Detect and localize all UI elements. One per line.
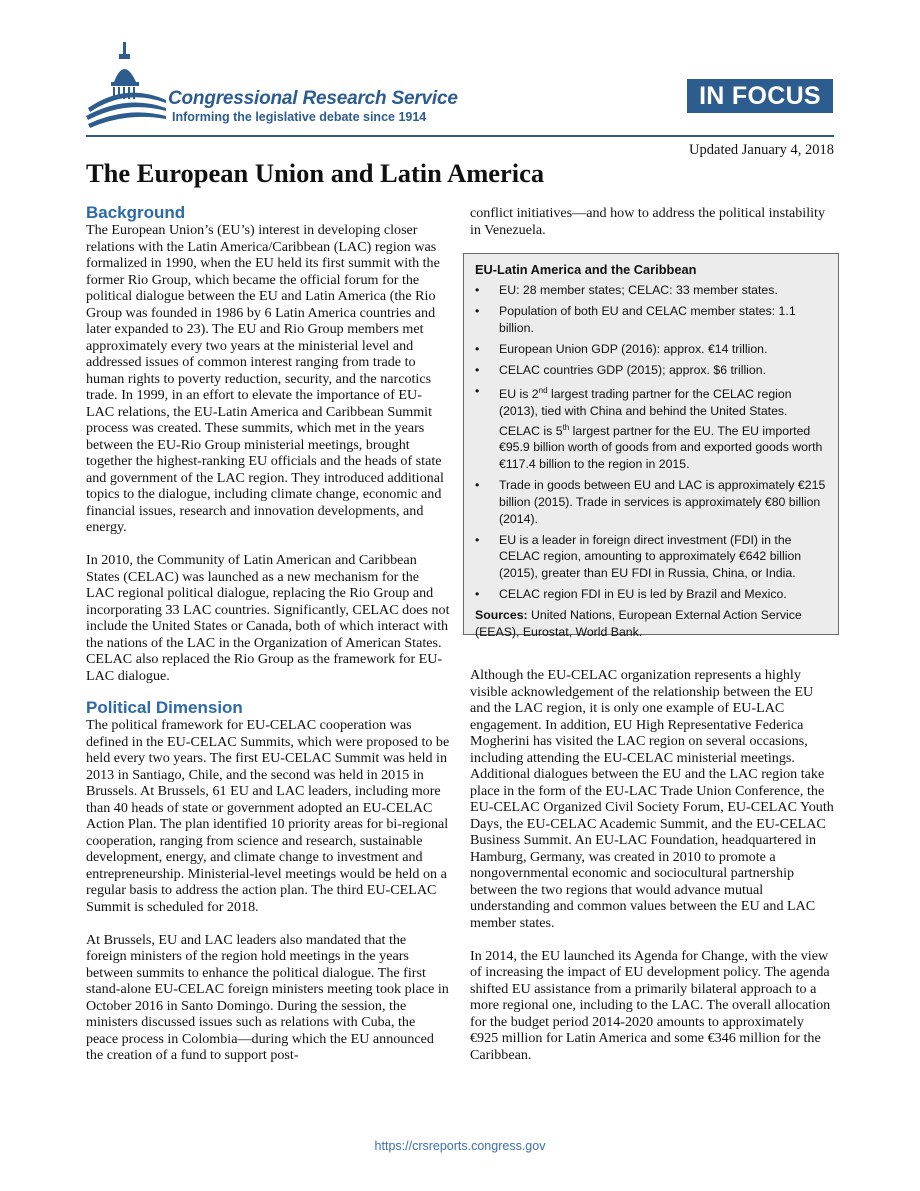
bullet-icon: • [475, 587, 480, 602]
org-tagline: Informing the legislative debate since 1914 [172, 110, 427, 124]
header-divider [86, 135, 834, 137]
in-focus-badge: IN FOCUS [687, 79, 833, 113]
list-item-text: EU is a leader in foreign direct investment (FDI) in the CELAC region, amounting to approximately €642 billion (2015), greater than EU FDI in Russia, China, or India. [499, 532, 802, 581]
bullet-icon: • [475, 362, 480, 377]
heading-political-dimension: Political Dimension [86, 698, 243, 717]
capitol-dome-icon [86, 42, 166, 130]
list-item [475, 303, 830, 337]
list-item [475, 282, 830, 299]
sidebar-list [475, 282, 830, 603]
paragraph: In 2010, the Community of Latin American and Caribbean States (CELAC) was launched as a new mechanism for the LAC regional political dialogue, replacing the Rio Group and incorporating 33 LAC countries. Significantly, CELAC does not include the United States or Canada, both of which interact with the nations of the LAC in the Organization of American States. CELAC also replaced the Rio Group as the framework for EU-LAC dialogue. [86, 552, 450, 684]
updated-date: Updated January 4, 2018 [689, 142, 834, 158]
list-item-text: Trade in goods between EU and LAC is approximately €215 billion (2015). Trade in services is approximately €80 billion (2014). [499, 478, 826, 526]
list-item-text: EU is 2nd largest trading partner for the CELAC region (2013), tied with China and behind the United States. CELAC is 5th largest partner for the EU. The EU imported €95.9 billion worth of goods from and exported goods worth €117.4 billion to the region in 2015. [499, 385, 823, 472]
bullet-icon: • [475, 341, 480, 356]
sidebar-title: EU-Latin America and the Caribbean [475, 262, 697, 277]
left-column [86, 203, 450, 1064]
bullet-icon: • [475, 283, 480, 297]
footer-link[interactable]: https://crsreports.congress.gov [374, 1139, 546, 1153]
list-item [475, 586, 830, 603]
org-name: Congressional Research Service [168, 88, 458, 109]
sidebar-box [463, 253, 839, 640]
page-title: The European Union and Latin America [86, 158, 545, 188]
list-item [475, 362, 830, 379]
list-item-text: European Union GDP (2016): approx. €14 trillion. [499, 341, 768, 356]
bullet-icon: • [475, 478, 480, 493]
list-item [475, 477, 830, 527]
bullet-icon: • [475, 303, 480, 318]
paragraph: In 2014, the EU launched its Agenda for Change, with the view of increasing the impact of EU development policy. The agenda shifted EU assistance from a primarily bilateral approach to a more regional one, including to the LAC. The overall allocation for the budget period 2014-2020 amounts to approximately €925 million for Latin America and some €346 million for the Caribbean. [470, 947, 831, 1063]
paragraph: The European Union’s (EU’s) interest in developing closer relations with the Latin America/Caribbean (LAC) region was formalized in 1990, when the EU held its first summit with the former Rio Group, which became the official forum for the political dialogue between the EU and Latin America (the Rio Group was founded in 1986 by 6 Latin America countries and later expanded to 23). The EU and Rio Group members met approximately every two years at the ministerial level and addressed issues of common interest ranging from trade to human rights to poverty reduction, security, and the narcotics trade. In 1999, in an effort to elevate the importance of EU-LAC relations, the EU-Latin America and Caribbean Summit process was created. These summits, which met in the years between the EU-Rio Group ministerial meetings, brought together the highest-ranking EU officials and the heads of state and government of the LAC region. They introduced additional topics to the dialogue, including climate change, economic and financial issues, research and innovation developments, and energy. [86, 222, 444, 535]
list-item [475, 341, 830, 358]
heading-background: Background [86, 203, 186, 222]
paragraph: The political framework for EU-CELAC cooperation was defined in the EU-CELAC Summits, which were proposed to be held every two years. The first EU-CELAC Summit was held in 2013 in Santiago, Chile, and the second was held in 2015 in Brussels. At Brussels, 61 EU and LAC leaders, including more than 40 heads of state or government adopted an EU-CELAC Action Plan. The plan identified 10 priority areas for bi-regional cooperation, ranging from science and research, sustainable development, energy, and climate change to investment and entrepreneurship. Ministerial-level meetings would be held on a regular basis to address the action plan. The third EU-CELAC Summit is scheduled for 2018. [86, 717, 450, 915]
list-item [475, 532, 830, 582]
right-column-lower [470, 667, 834, 1063]
paragraph: Although the EU-CELAC organization represents a highly visible acknowledgement of the relationship between the EU and the LAC region, it is only one example of EU-LAC engagement. In addition, EU High Representative Federica Mogherini has visited the LAC region on several occasions, including attending the EU-CELAC ministerial meetings. Additional dialogues between the EU and the LAC region take place in the form of the EU-LAC Trade Union Conference, the EU-CELAC Organized Civil Society Forum, EU-CELAC Youth Days, the EU-CELAC Academic Summit, and the EU-CELAC Business Summit. An EU-LAC Foundation, headquartered in Hamburg, Germany, was created in 2010 to promote a nongovernmental economic and sociocultural partnership between the two regions that would advance mutual understanding and common values between the EU and LAC member states. [470, 667, 834, 931]
sidebar-sources: Sources: United Nations, European External Action Service (EEAS), Eurostat, World Bank. [475, 608, 802, 640]
bullet-icon: • [475, 383, 480, 398]
bullet-icon: • [475, 532, 480, 547]
list-item-text: CELAC region FDI in EU is led by Brazil and Mexico. [499, 587, 787, 602]
list-item-text: Population of both EU and CELAC member states: 1.1 billion. [499, 303, 796, 335]
list-item-text: CELAC countries GDP (2015); approx. $6 trillion. [499, 362, 767, 377]
list-item [475, 383, 830, 473]
paragraph: At Brussels, EU and LAC leaders also mandated that the foreign ministers of the region hold meetings in the years between summits to enhance the political dialogue. The first stand-alone EU-CELAC foreign ministers meeting took place in October 2016 in Santo Domingo. During the session, the ministers discussed issues such as relations with Cuba, the peace process in Colombia—during which the EU announced the creation of a fund to support post- [86, 931, 449, 1063]
right-column [470, 205, 834, 238]
paragraph: conflict initiatives—and how to address the political instability in Venezuela. [470, 205, 826, 238]
list-item-text: EU: 28 member states; CELAC: 33 member states. [499, 283, 778, 297]
